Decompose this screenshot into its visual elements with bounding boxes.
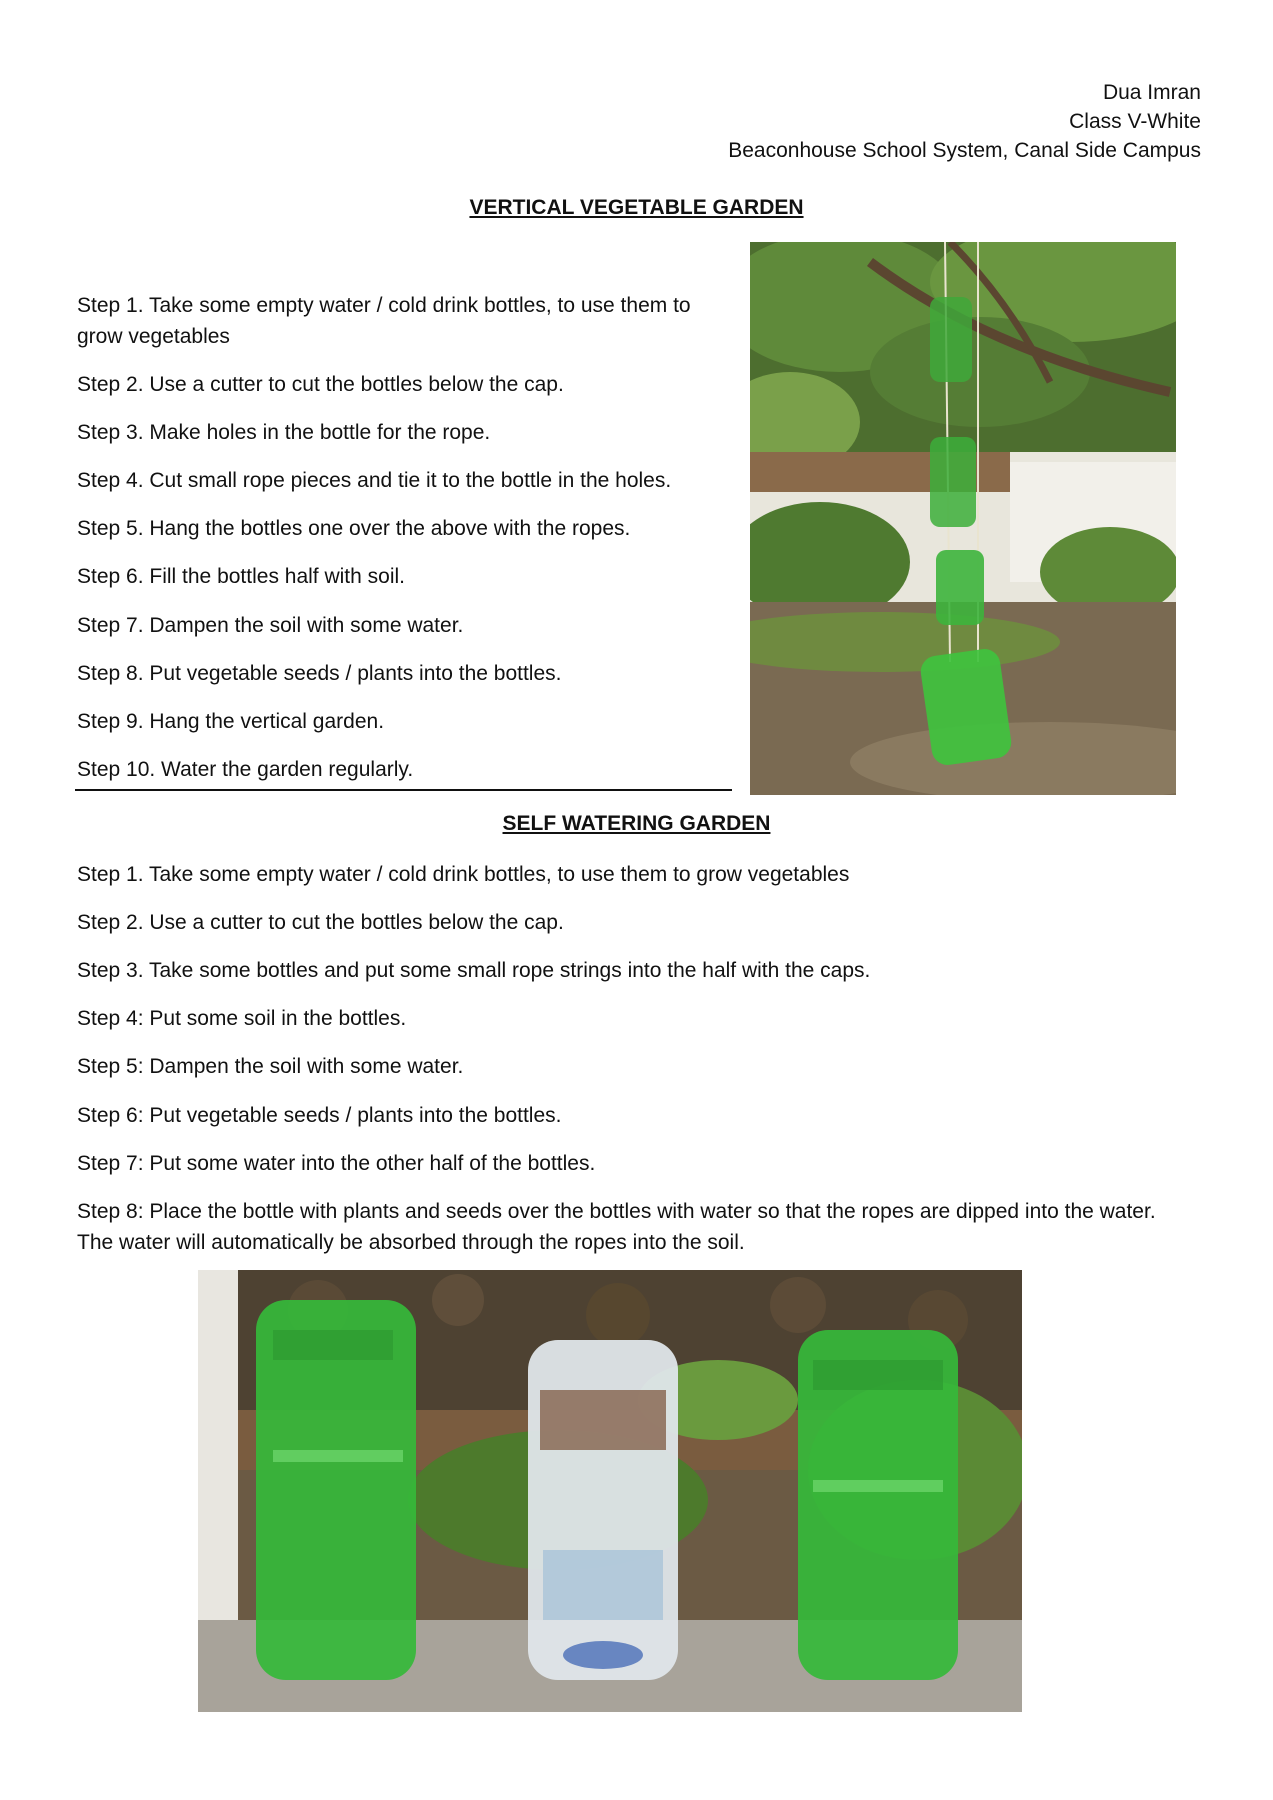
self-watering-step-7: Step 7: Put some water into the other half of the bottles.	[77, 1152, 596, 1175]
vertical-step-7: Step 7. Dampen the soil with some water.	[77, 614, 464, 637]
author-school: Beaconhouse School System, Canal Side Campus	[728, 139, 1201, 162]
author-header	[728, 78, 1201, 165]
vertical-step-1: Step 1. Take some empty water / cold drink bottles, to use them to grow vegetables	[77, 294, 691, 348]
hanging-bottles-photo	[750, 242, 1176, 795]
author-name: Dua Imran	[1102, 81, 1201, 104]
self-watering-step-1: Step 1. Take some empty water / cold drink bottles, to use them to grow vegetables	[77, 863, 850, 886]
self-watering-step-2: Step 2. Use a cutter to cut the bottles below the cap.	[77, 911, 564, 934]
vertical-garden-title: VERTICAL VEGETABLE GARDEN	[469, 196, 804, 219]
author-class: Class V-White	[1069, 110, 1201, 133]
self-watering-step-5: Step 5: Dampen the soil with some water.	[77, 1055, 464, 1078]
vertical-step-5: Step 5. Hang the bottles one over the above with the ropes.	[77, 517, 631, 540]
self-watering-title: SELF WATERING GARDEN	[502, 812, 771, 835]
vertical-step-9: Step 9. Hang the vertical garden.	[77, 710, 385, 733]
self-watering-step-3: Step 3. Take some bottles and put some small rope strings into the half with the caps.	[77, 959, 871, 982]
vertical-step-4: Step 4. Cut small rope pieces and tie it to the bottle in the holes.	[77, 469, 672, 492]
vertical-step-3: Step 3. Make holes in the bottle for the rope.	[77, 421, 491, 444]
self-watering-step-6: Step 6: Put vegetable seeds / plants into the bottles.	[77, 1104, 562, 1127]
vertical-step-2: Step 2. Use a cutter to cut the bottles below the cap.	[77, 373, 564, 396]
vertical-step-10: Step 10. Water the garden regularly.	[77, 758, 414, 781]
vertical-step-6: Step 6. Fill the bottles half with soil.	[77, 565, 405, 588]
section-divider	[75, 789, 732, 791]
self-watering-step-8: Step 8: Place the bottle with plants and seeds over the bottles with water so that the ropes are dipped into the water. The water will automatically be absorbed through the ropes into the soil.	[77, 1200, 1156, 1254]
self-watering-step-4: Step 4: Put some soil in the bottles.	[77, 1007, 407, 1030]
vertical-step-8: Step 8. Put vegetable seeds / plants into the bottles.	[77, 662, 562, 685]
self-watering-bottles-photo	[198, 1270, 1022, 1712]
